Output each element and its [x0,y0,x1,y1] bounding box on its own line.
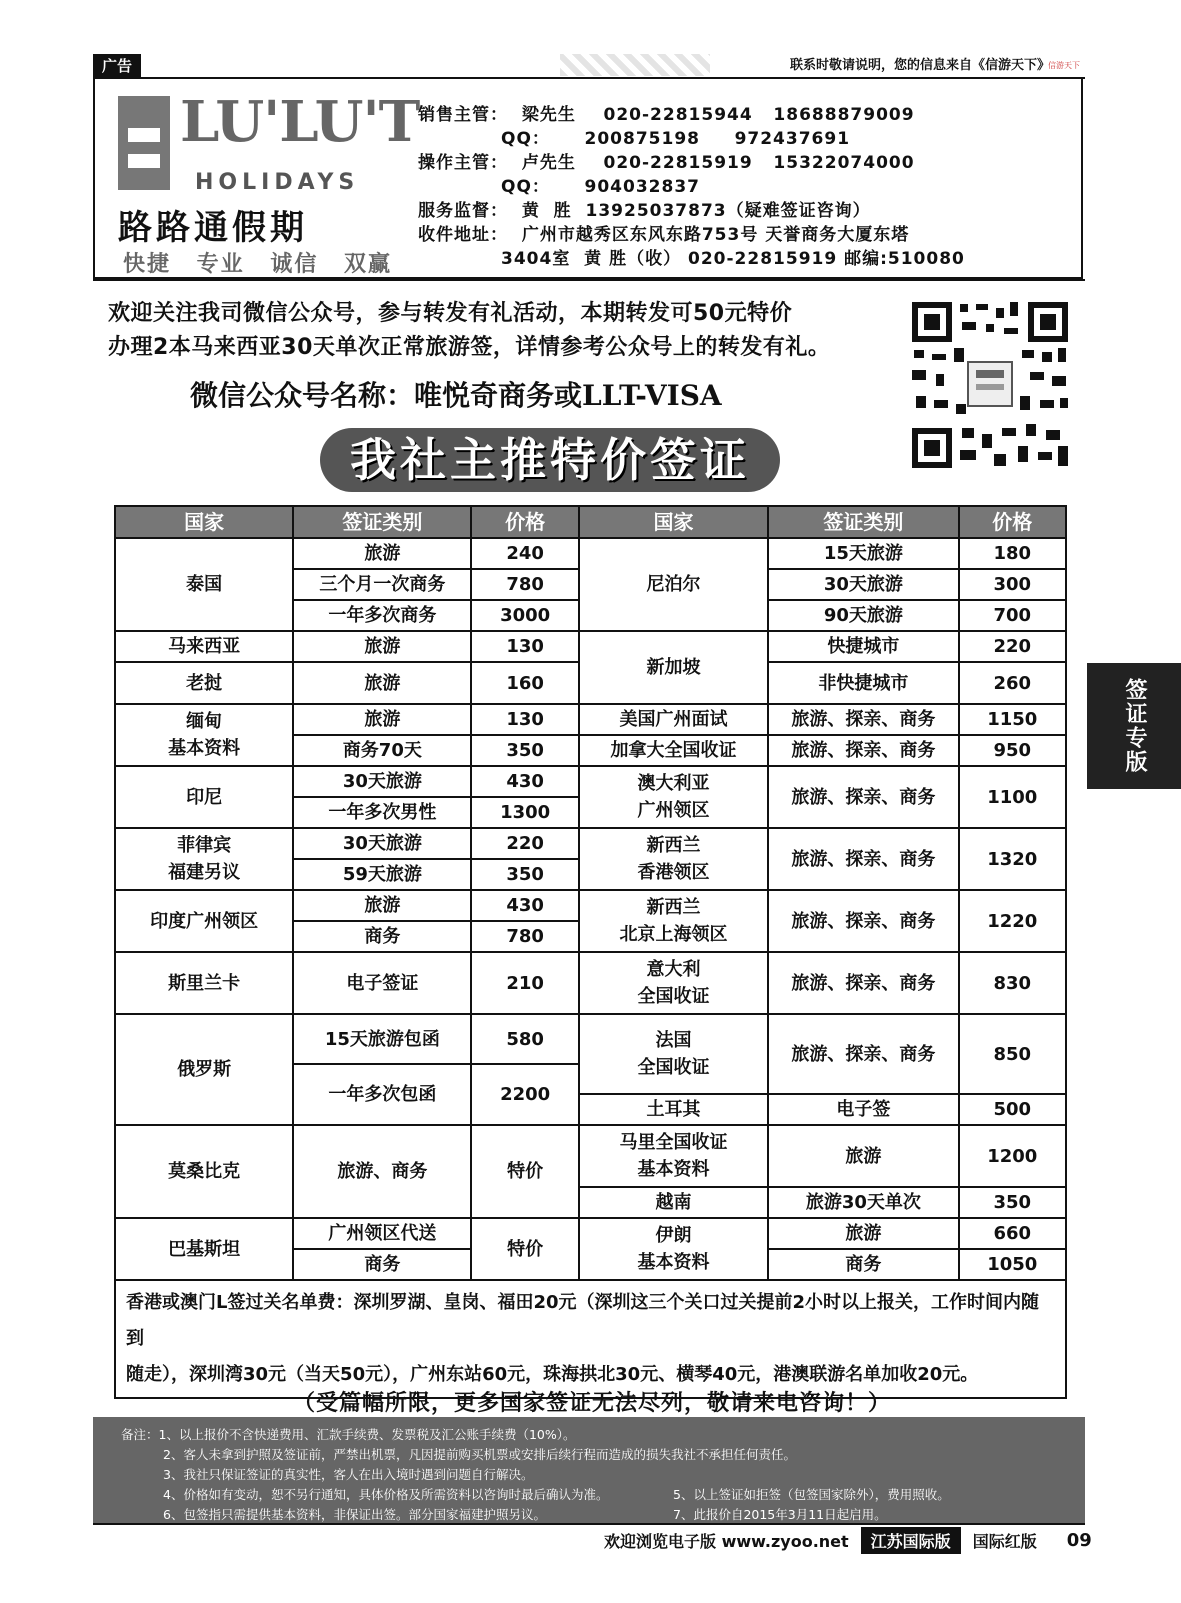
visa-type-cell: 旅游、探亲、商务 [768,828,958,890]
price-cell: 430 [471,890,578,921]
country-cell [579,890,768,952]
visa-type-cell: 旅游 [293,662,471,704]
header-price: 价格 [471,506,578,538]
qr-code-icon [910,300,1070,470]
price-cell: 430 [471,766,578,797]
visa-type-cell: 旅游、探亲、商务 [768,766,958,828]
country-note: 基本资料 [637,1252,710,1273]
visa-type-cell: 15天旅游包函 [293,1014,471,1064]
logo-mark-icon [118,96,170,190]
country-note: 全国收证 [637,986,710,1007]
visa-type-cell: 电子签 [768,1094,958,1125]
country-cell: 俄罗斯 [115,1014,293,1125]
remark-line: 5、以上签证如拒签（包签国家除外），费用照收。 [673,1487,950,1502]
fee-note-line-2: 随走），深圳湾30元（当天50元），广州东站60元，珠海拱北30元、横琴40元，港澳联游名单加收20元。 [126,1364,979,1385]
price-cell: 1300 [471,797,578,828]
price-cell: 130 [471,631,578,662]
country-note: 福建另议 [168,862,241,883]
country-cell [115,704,293,766]
visa-type-cell: 旅游 [293,890,471,921]
visa-type-cell: 旅游 [768,1125,958,1187]
remark-line: 7、此报价自2015年3月11日起启用。 [673,1507,887,1522]
visa-type-cell: 旅游 [293,704,471,735]
price-cell: 2200 [471,1064,578,1125]
country-cell: 美国广州面试 [579,704,768,735]
country-note: 基本资料 [637,1159,710,1180]
country-name: 新西兰 [646,835,701,856]
promo-line-1: 欢迎关注我司微信公众号，参与转发有礼活动，本期转发可50元特价 [108,301,793,326]
contact-line: 3404室 黄 胜（收） 020-22815919 邮编:510080 [418,249,965,269]
hk-macau-fee-note [115,1280,1066,1398]
price-cell: 1220 [959,890,1066,952]
country-note: 基本资料 [168,738,241,759]
visa-type-cell: 商务 [293,1249,471,1280]
header-country: 国家 [115,506,293,538]
contact-line: 销售主管： 梁先生 020-22815944 18688879009 [418,105,915,125]
visa-type-cell: 商务 [768,1249,958,1280]
promo-line-2: 办理2本马来西亚30天单次正常旅游签，详情参考公众号上的转发有礼。 [108,335,831,360]
visa-type-cell: 旅游、探亲、商务 [768,1014,958,1094]
country-cell: 土耳其 [579,1094,768,1125]
price-cell: 180 [959,538,1066,569]
header-divider [93,279,1085,281]
price-cell: 210 [471,952,578,1014]
country-note: 全国收证 [637,1057,710,1078]
country-cell: 印度广州领区 [115,890,293,952]
banner-title: 我社主推特价签证 [320,428,780,492]
section-side-tab: 签证专版 [1087,663,1181,789]
price-cell: 950 [959,735,1066,766]
price-cell: 1100 [959,766,1066,828]
contact-line: QQ： 200875198 972437691 [418,129,851,149]
country-note: 北京上海领区 [619,924,728,945]
price-cell: 580 [471,1014,578,1064]
price-cell: 特价 [471,1125,578,1218]
country-cell: 老挝 [115,662,293,704]
contact-line: 收件地址： 广州市越秀区东风东路753号 天誉商务大厦东塔 [418,225,910,245]
more-countries-note: （受篇幅所限，更多国家签证无法尽列，敬请来电咨询！） [293,1391,892,1416]
visa-type-cell: 旅游、探亲、商务 [768,735,958,766]
logo-brand: LU'LU'T [180,89,420,155]
visa-type-cell: 非快捷城市 [768,662,958,704]
contact-line: 操作主管： 卢先生 020-22815919 15322074000 [418,153,915,173]
publication-logo: 信游天下 [1048,61,1080,70]
country-cell: 尼泊尔 [579,538,768,631]
visa-type-cell: 旅游、探亲、商务 [768,952,958,1014]
slogan: 快捷 专业 诚信 双赢 [123,252,392,277]
price-cell: 特价 [471,1218,578,1280]
price-cell: 220 [959,631,1066,662]
country-cell [579,1218,768,1280]
price-cell: 1150 [959,704,1066,735]
price-cell: 240 [471,538,578,569]
visa-type-cell: 旅游 [768,1218,958,1249]
visa-type-cell: 一年多次包函 [293,1064,471,1125]
price-cell: 700 [959,600,1066,631]
remarks-box [93,1417,1085,1523]
price-cell: 130 [471,704,578,735]
visa-type-cell: 旅游、探亲、商务 [768,704,958,735]
price-cell: 500 [959,1094,1066,1125]
country-cell: 马来西亚 [115,631,293,662]
country-cell: 印尼 [115,766,293,828]
price-cell: 160 [471,662,578,704]
price-cell: 350 [471,859,578,890]
price-cell: 1200 [959,1125,1066,1187]
visa-type-cell: 商务 [293,921,471,952]
visa-type-cell: 一年多次商务 [293,600,471,631]
visa-type-cell: 30天旅游 [768,569,958,600]
visa-type-cell: 90天旅游 [768,600,958,631]
bottom-divider [93,1523,1085,1525]
visa-type-cell: 30天旅游 [293,766,471,797]
header-visa-type: 签证类别 [293,506,471,538]
visa-type-cell: 一年多次男性 [293,797,471,828]
contact-line: QQ： 904032837 [418,177,700,197]
country-cell [579,1014,768,1094]
price-cell: 1050 [959,1249,1066,1280]
price-cell: 850 [959,1014,1066,1094]
visa-type-cell: 电子签证 [293,952,471,1014]
country-name: 马里全国收证 [619,1132,728,1153]
price-cell: 300 [959,569,1066,600]
visa-type-cell: 30天旅游 [293,828,471,859]
country-cell [115,828,293,890]
country-name: 缅甸 [186,711,223,732]
country-note: 广州领区 [637,800,710,821]
country-cell [579,828,768,890]
logo-mark-cut [128,128,160,142]
country-cell: 泰国 [115,538,293,631]
country-cell: 加拿大全国收证 [579,735,768,766]
visa-type-cell: 旅游30天单次 [768,1187,958,1218]
country-cell: 巴基斯坦 [115,1218,293,1280]
website-link[interactable]: 欢迎浏览电子版 www.zyoo.net [604,1531,849,1551]
price-table [114,505,1067,1399]
country-cell [579,952,768,1014]
country-name: 澳大利亚 [637,773,710,794]
visa-type-cell: 广州领区代送 [293,1218,471,1249]
visa-type-cell: 商务70天 [293,735,471,766]
country-cell [579,766,768,828]
visa-type-cell: 旅游、商务 [293,1125,471,1218]
fee-note-line-1: 香港或澳门L签过关名单费：深圳罗湖、皇岗、福田20元（深圳这三个关口过关提前2小时以上报关，工作时间内随到 [126,1292,1040,1349]
source-note: 联系时敬请说明，您的信息来自《信游天下》 [789,58,1050,73]
price-cell: 350 [471,735,578,766]
country-cell [579,1125,768,1187]
visa-type-cell: 快捷城市 [768,631,958,662]
footer-bar [598,1526,1092,1554]
country-name: 伊朗 [655,1225,692,1246]
country-note: 香港领区 [637,862,710,883]
page-number: 09 [1066,1529,1092,1551]
country-cell: 斯里兰卡 [115,952,293,1014]
country-cell: 新加坡 [579,631,768,704]
header-country: 国家 [579,506,768,538]
price-cell: 830 [959,952,1066,1014]
visa-type-cell: 三个月一次商务 [293,569,471,600]
price-cell: 3000 [471,600,578,631]
visa-type-cell: 旅游 [293,631,471,662]
country-name: 意大利 [646,959,701,980]
price-cell: 260 [959,662,1066,704]
price-cell: 1320 [959,828,1066,890]
logo-cn-name: 路路通假期 [118,208,308,248]
remark-line: 6、包签指只需提供基本资料，非保证出签。部分国家福建护照另议。 [163,1507,546,1522]
ad-tag: 广告 [93,54,141,78]
wechat-name: 微信公众号名称：唯悦奇商务或LLT-VISA [190,379,722,412]
header-price: 价格 [959,506,1066,538]
logo-mark-cut [128,154,160,168]
country-name: 新西兰 [646,897,701,918]
visa-type-cell: 旅游 [293,538,471,569]
price-cell: 220 [471,828,578,859]
country-name: 菲律宾 [177,835,232,856]
price-cell: 350 [959,1187,1066,1218]
country-name: 法国 [655,1030,692,1051]
remark-line: 备注：1、以上报价不含快递费用、汇款手续费、发票税及汇公账手续费（10%）。 [121,1427,576,1442]
contact-line: 服务监督： 黄 胜 13925037873（疑难签证咨询） [418,201,871,221]
price-cell: 780 [471,921,578,952]
price-cell: 660 [959,1218,1066,1249]
visa-type-cell: 旅游、探亲、商务 [768,890,958,952]
country-cell: 越南 [579,1187,768,1218]
header-visa-type: 签证类别 [768,506,958,538]
country-cell: 莫桑比克 [115,1125,293,1218]
remark-line: 4、价格如有变动，恕不另行通知，具体价格及所需资料以咨询时最后确认为准。 [163,1487,609,1502]
visa-type-cell: 59天旅游 [293,859,471,890]
edition-label: 江苏国际版 [861,1527,961,1554]
remark-line: 3、我社只保证签证的真实性，客人在出入境时遇到问题自行解决。 [163,1467,534,1482]
remark-line: 2、客人未拿到护照及签证前，严禁出机票，凡因提前购买机票或安排后续行程而造成的损失我社不承担任何责任。 [163,1447,796,1462]
price-cell: 780 [471,569,578,600]
logo-holidays: HOLIDAYS [195,170,360,195]
visa-type-cell: 15天旅游 [768,538,958,569]
section-label: 国际红版 [972,1531,1037,1551]
